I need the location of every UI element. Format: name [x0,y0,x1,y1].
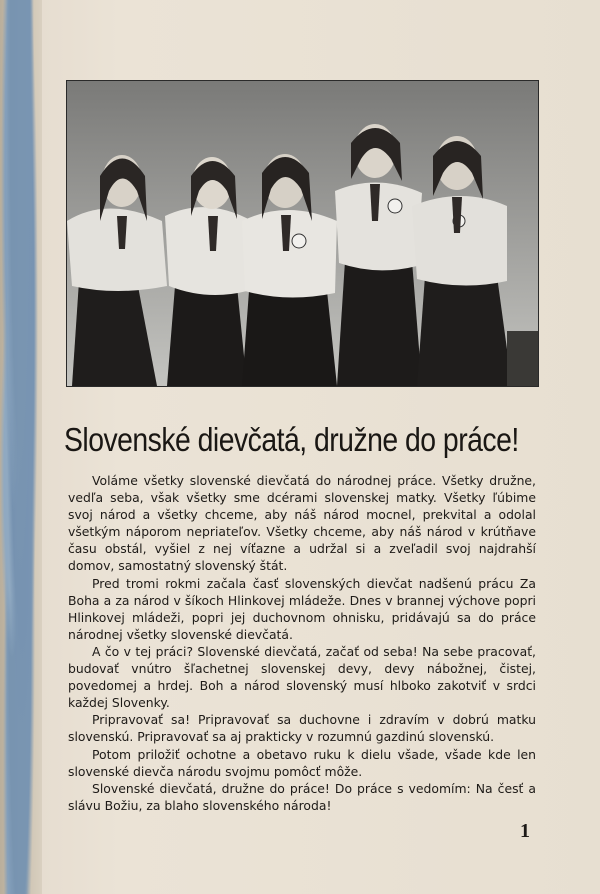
article-title: Slovenské dievčatá, družne do práce! [64,421,519,458]
photo-illustration [67,81,538,386]
paragraph: A čo v tej práci? Slovenské dievčatá, začať od seba! Na sebe pracovať, budovať vnútro šľachetnej slovenskej devy, devy nábožnej, čistej, povedomej a hrdej. Boh a národ slovenský musí hlboko zakotviť v srdci každej Slovenky. [68,643,536,711]
page-number: 1 [520,820,530,842]
paragraph: Pred tromi rokmi začala časť slovenských dievčat nadšenú prácu Za Boha a za národ v šíkoch Hlinkovej mládeže. Dnes v brannej výchove popri Hlinkovej mládeži, popri jej duchovnom ohnisku, pridávajú sa do práce národnej všetky slovenské dievčatá. [68,575,536,642]
paragraph: Voláme všetky slovenské dievčatá do národnej práce. Všetky družne, vedľa seba, však všetky sme dcérami slovenskej matky. Všetky ľúbime svoj národ a všetky chceme, aby náš národ mocnel, prekvital a odolal všetkým náporom nepriateľov. Všetky chceme, aby náš národ v krútňave času obstál, vyšiel z nej víťazne a udržal si a zveľadil svoj najdrahší domov, samostatný slovenský štát. [68,473,536,574]
paragraph: Potom priložiť ochotne a obetavo ruku k dielu všade, všade kde len slovenské dievča národu svojmu pomôcť môže. [68,746,536,779]
paragraph: Pripravovať sa! Pripravovať sa duchovne i zdravím v dobrú matku slovenskú. Pripravovať sa aj prakticky v rozumnú gazdinú slovenskú. [68,712,536,745]
photo-five-girls [66,80,539,387]
paragraph: Slovenské dievčatá, družne do práce! Do práce s vedomím: Na česť a slávu Božiu, za blaho slovenského národa! [68,780,536,813]
article-body [68,472,536,814]
binding-edge [0,0,42,894]
